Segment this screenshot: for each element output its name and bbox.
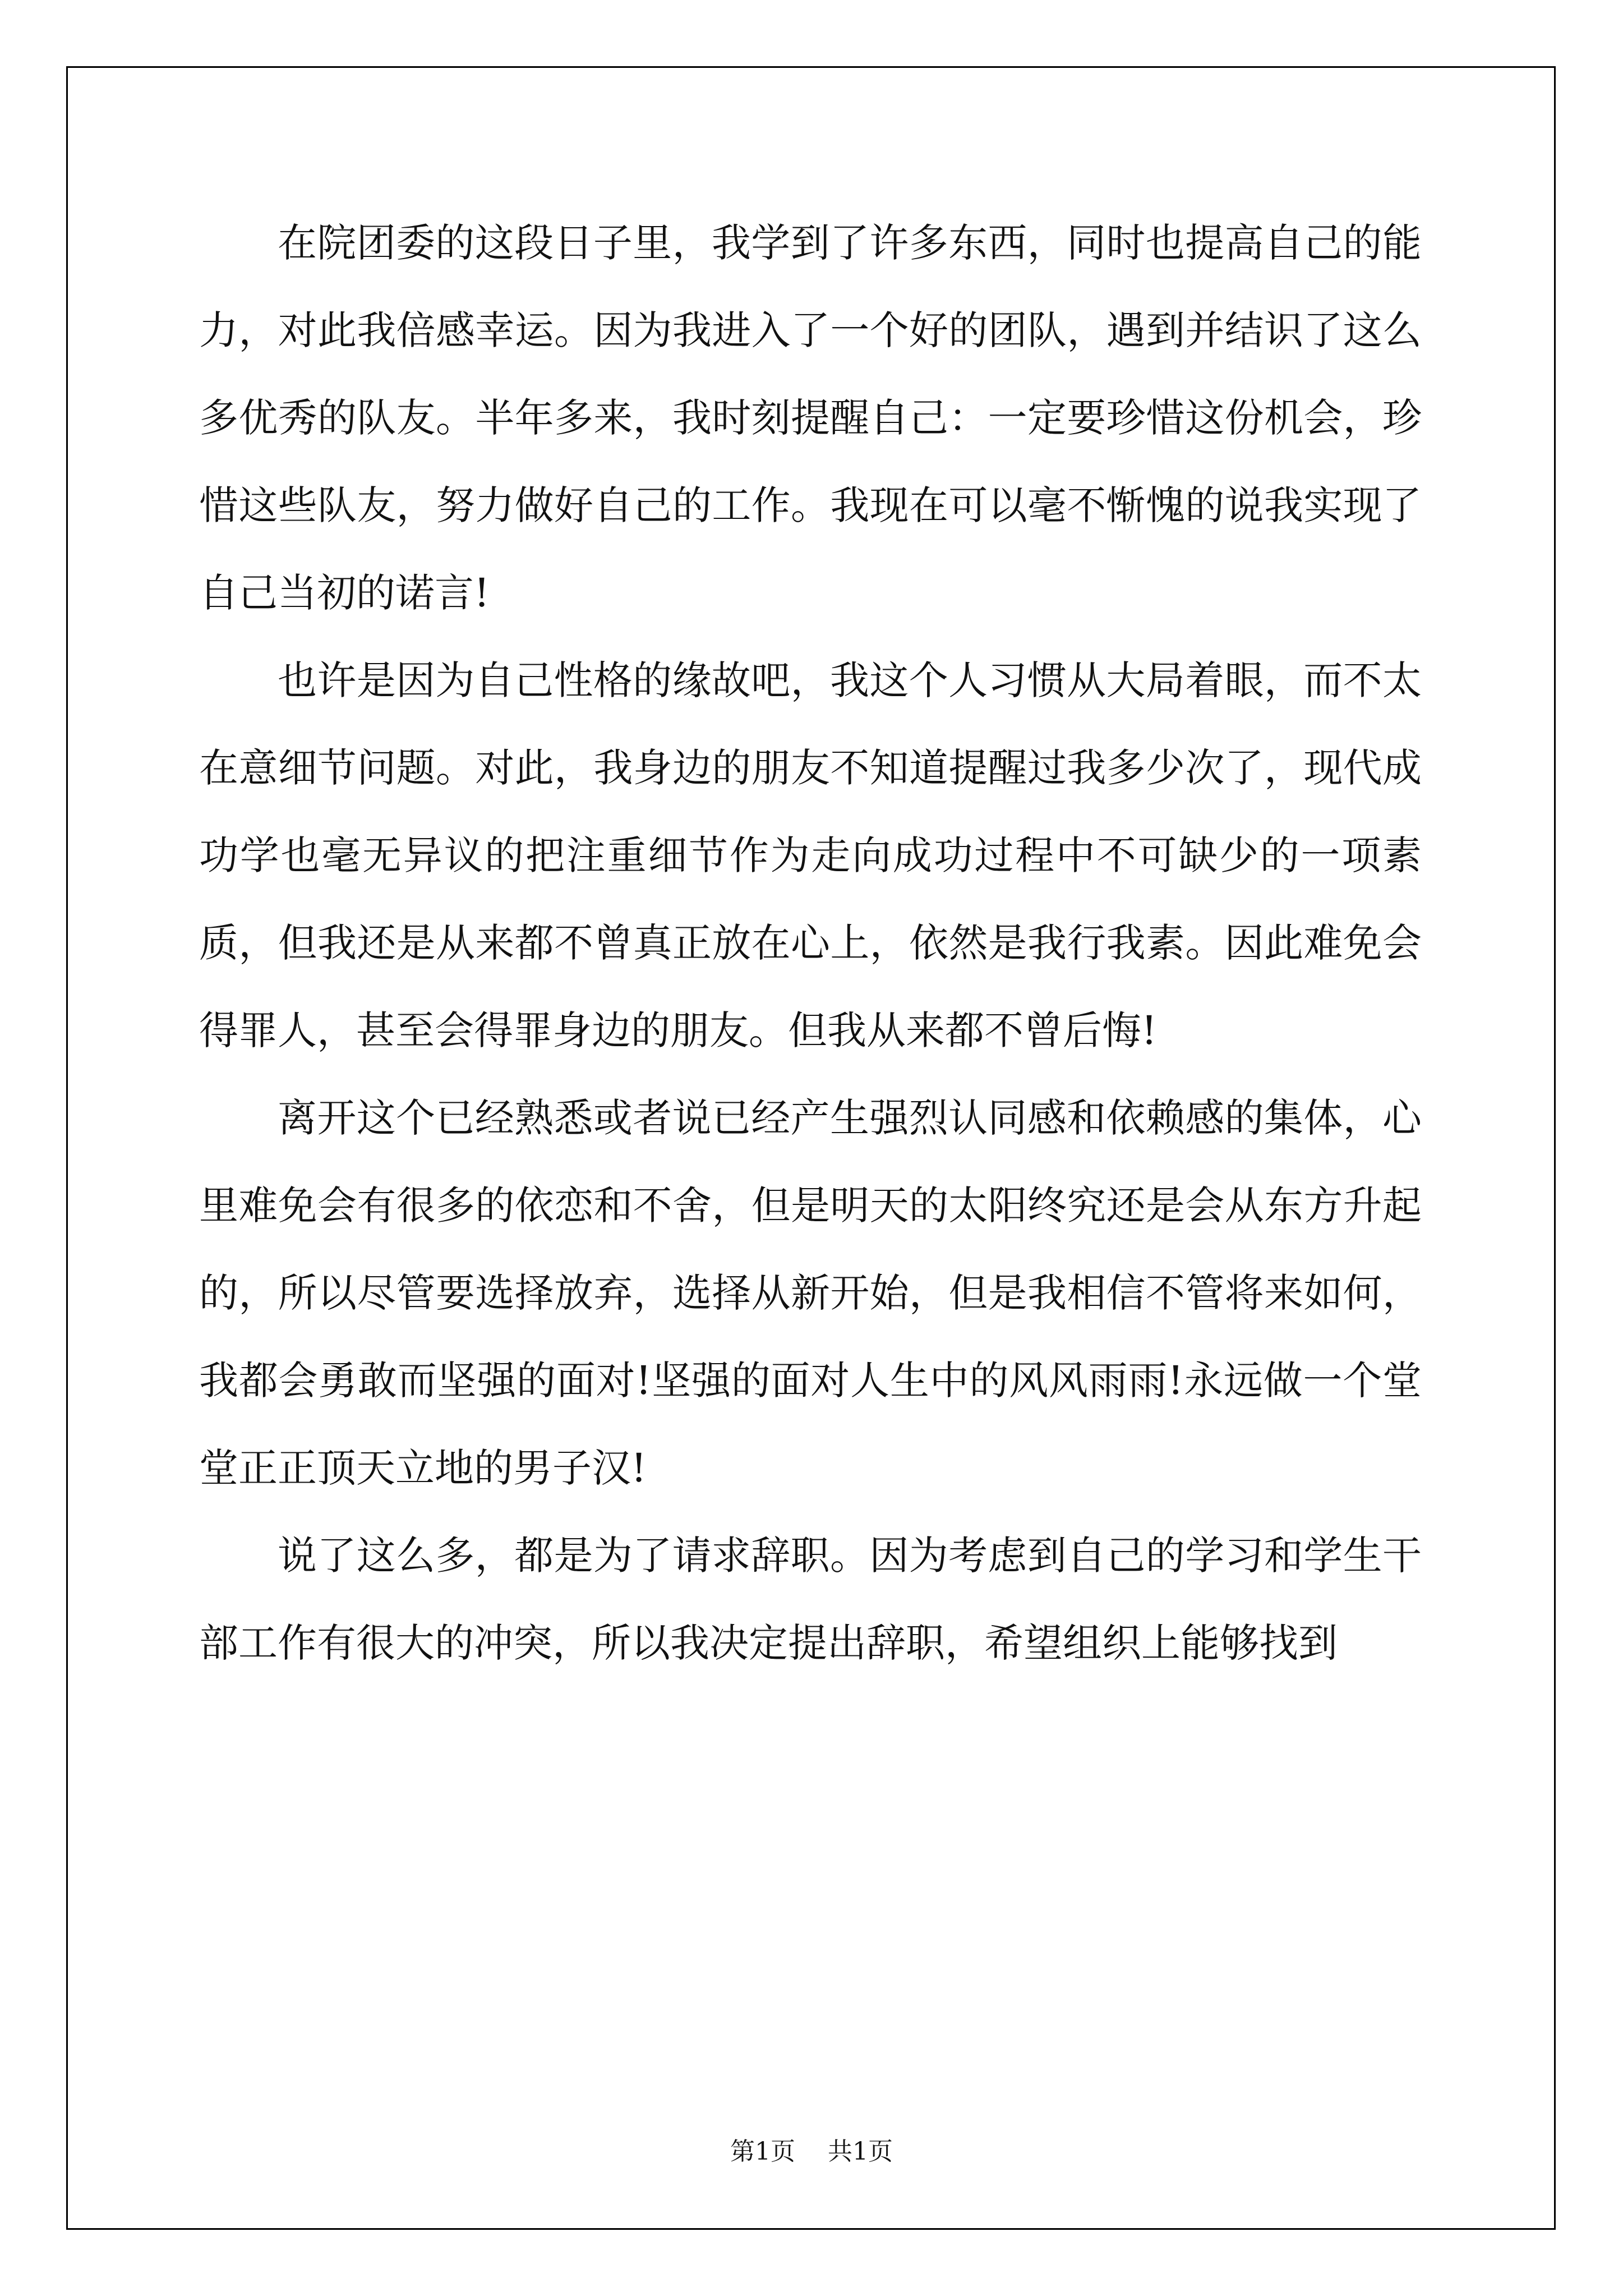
paragraph-3: 离开这个已经熟悉或者说已经产生强烈认同感和依赖感的集体，心里难免会有很多的依恋和不舍，但是明天的太阳终究还是会从东方升起的，所以尽管要选择放弃，选择从新开始，但是我相信不管将来如何，我都会勇敢而坚强的面对!坚强的面对人生中的风风雨雨!永远做一个堂堂正正顶天立地的男子汉!	[199, 1095, 1422, 1491]
paragraph-2: 也许是因为自己性格的缘故吧，我这个人习惯从大局着眼，而不太在意细节问题。对此，我身边的朋友不知道提醒过我多少次了，现代成功学也毫无异议的把注重细节作为走向成功过程中不可缺少的一项素质，但我还是从来都不曾真正放在心上，依然是我行我素。因此难免会得罪人，甚至会得罪身边的朋友。但我从来都不曾后悔!	[199, 657, 1422, 1053]
page-footer	[0, 2135, 1623, 2169]
paragraph-4: 说了这么多，都是为了请求辞职。因为考虑到自己的学习和学生干部工作有很大的冲突，所以我决定提出辞职，希望组织上能够找到	[199, 1533, 1422, 1666]
current-page-label: 第1页	[730, 2137, 795, 2166]
paragraph-1: 在院团委的这段日子里，我学到了许多东西，同时也提高自己的能力，对此我倍感幸运。因为我进入了一个好的团队，遇到并结识了这么多优秀的队友。半年多来，我时刻提醒自己：一定要珍惜这份机会，珍惜这些队友，努力做好自己的工作。我现在可以毫不惭愧的说我实现了自己当初的诺言!	[199, 220, 1422, 616]
document-body	[199, 199, 1422, 1687]
total-pages-label: 共1页	[828, 2137, 893, 2166]
